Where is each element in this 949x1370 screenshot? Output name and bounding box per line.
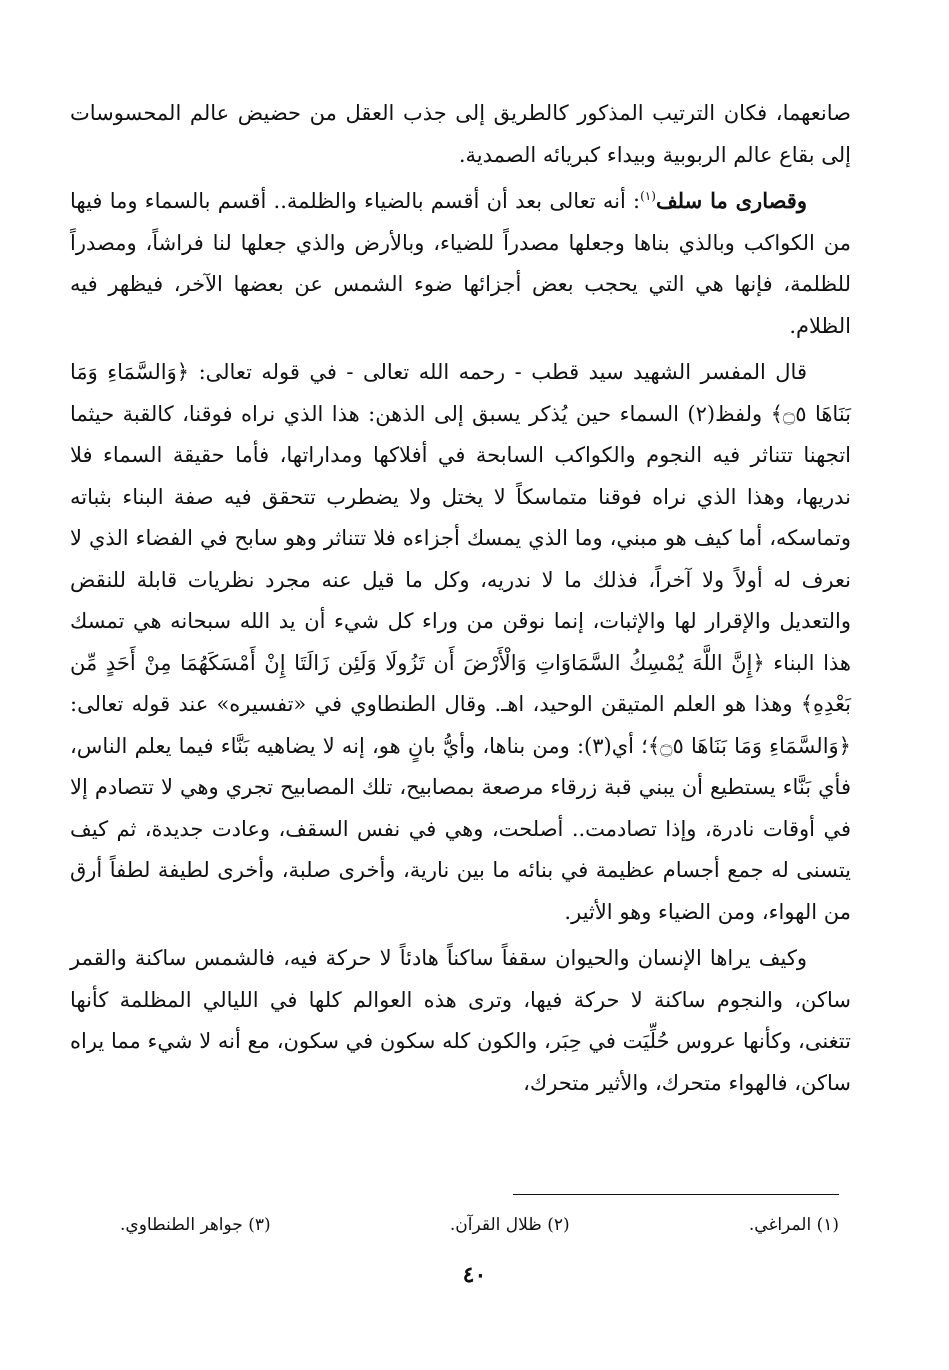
paragraph-3 [70, 351, 851, 933]
footnote-2: (٢) ظلال القرآن. [449, 1215, 570, 1235]
page-body [70, 92, 851, 1104]
footnotes [120, 1207, 839, 1243]
paragraph-text: : أنه تعالى بعد أن أقسم بالضياء والظلمة.. أقسم بالسماء وما فيها من الكواكب وبالذي بناها وجعلها مصدراً للضياء، وبالأرض والذي جعلها لنا فراشاً، ومصدراً للظلمة، فإنها هي التي يحجب بعض أجزائها ضوء الشمس عن بعضها الآخر، فيظهر فيه الظلام. [70, 189, 851, 338]
paragraph-text: صانعهما، فكان الترتيب المذكور كالطريق إلى جذب العقل من حضيض عالم المحسوسات إلى بقاع عالم الربوبية وبيداء كبريائه الصمدية. [70, 101, 851, 167]
paragraph-4 [70, 937, 851, 1104]
footnote-3: (٣) جواهر الطنطاوي. [120, 1215, 271, 1235]
paragraph-text: وكيف يراها الإنسان والحيوان سقفاً ساكناً هادئاً لا حركة فيه، فالشمس ساكنة والقمر ساكن، والنجوم ساكنة لا حركة فيها، وترى هذه العوالم كلها في الليالي المظلمة كأنها تتغنى، وكأنها عروس حُلِّيَت في حِبَر، والكون كله سكون في سكون، مع أنه لا شيء مما يراه ساكن، فالهواء متحرك، والأثير متحرك، [70, 946, 851, 1095]
footnote-1: (١) المراغي. [748, 1215, 839, 1235]
footnote-ref: (١) [640, 189, 656, 203]
paragraph-1 [70, 92, 851, 176]
paragraph-lead: وقصارى ما سلف [655, 188, 807, 213]
page-number: ٤٠ [462, 1262, 487, 1288]
paragraph-text: قال المفسر الشهيد سيد قطب - رحمه الله تعالى - في قوله تعالى: ﴿وَالسَّمَاءِ وَمَا بَنَاهَا ۝٥﴾ ولفظ(٢) السماء حين يُذكر يسبق إلى الذهن: هذا الذي نراه فوقنا، كالقبة حيثما اتجهنا تتناثر فيه النجوم والكواكب السابحة في أفلاكها ومداراتها، فأما حقيقة السماء فلا ندريها، وهذا الذي نراه فوقنا متماسكاً لا يختل ولا يضطرب تتحقق فيه صفة البناء بثباته وتماسكه، أما كيف هو مبني، وما الذي يمسك أجزاءه فلا تتناثر وهو سابح في الفضاء الذي لا نعرف له أولاً ولا آخراً، فذلك ما لا ندريه، وكل ما قيل عنه مجرد نظريات قابلة للنقض والتعديل والإقرار لها والإثبات، إنما نوقن من وراء كل شيء أن يد الله سبحانه هي تمسك هذا البناء ﴿إِنَّ اللَّهَ يُمْسِكُ السَّمَاوَاتِ وَالْأَرْضَ أَن تَزُولَا وَلَئِن زَالَتَا إِنْ أَمْسَكَهُمَا مِنْ أَحَدٍ مِّن بَعْدِهِ﴾ وهذا هو العلم المتيقن الوحيد، اهـ. وقال الطنطاوي في «تفسيره» عند قوله تعالى: ﴿وَالسَّمَاءِ وَمَا بَنَاهَا ۝٥﴾؛ أي(٣): ومن بناها، وأيُّ بانٍ هو، إنه لا يضاهيه بَنَّاء فيما يعلم الناس، فأي بَنَّاء يستطيع أن يبني قبة زرقاء مرصعة بمصابيح، تلك المصابيح تجري وهي لا تتصادم إلا في أوقات نادرة، وإذا تصادمت.. أصلحت، وهي في نفس السقف، وعادت جديدة، ثم كيف يتسنى له جمع أجسام عظيمة في بنائه ما بين نارية، وأخرى صلبة، وأخرى لطيفة لطفاً أرق من الهواء، ومن الضياء وهو الأثير. [70, 360, 851, 924]
footnote-divider [513, 1194, 839, 1195]
paragraph-2 [70, 180, 851, 347]
